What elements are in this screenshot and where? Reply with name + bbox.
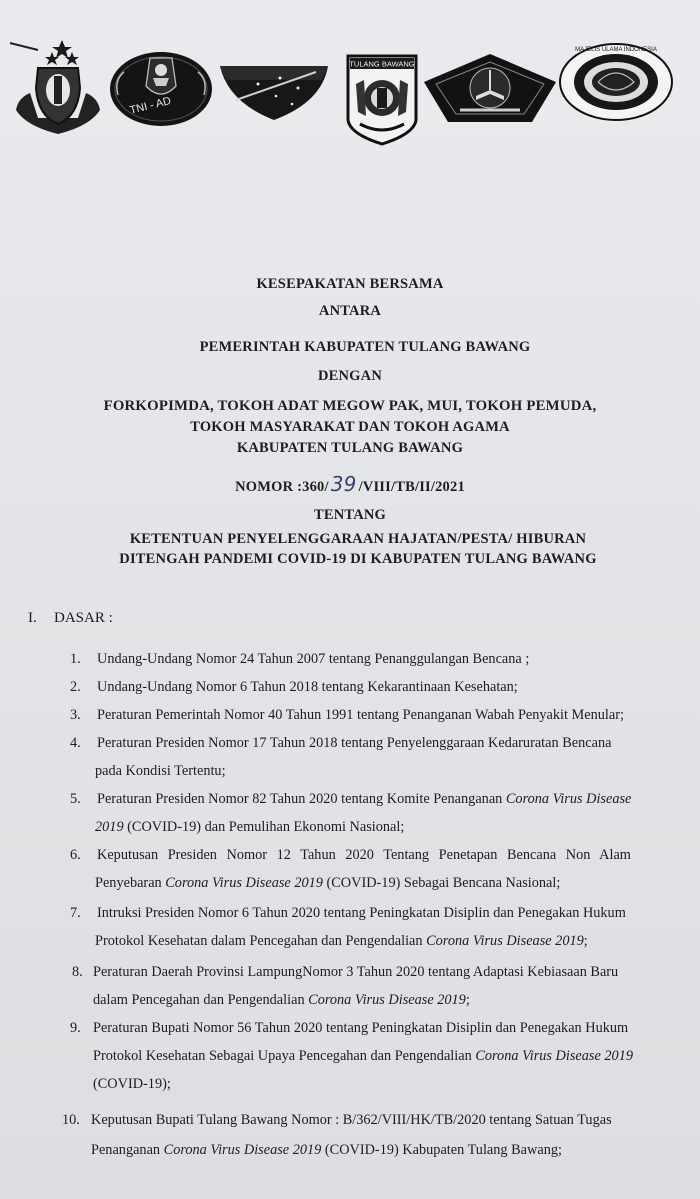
item-text: 2019 (COVID-19) dan Pemulihan Ekonomi Nasional; — [95, 819, 405, 835]
section-label: DASAR : — [54, 610, 113, 626]
item-number: 4. — [70, 735, 81, 751]
title-line-7: KABUPATEN TULANG BAWANG — [236, 440, 464, 456]
item-text: dalam Pencegahan dan Pengendalian Corona Virus Disease 2019; — [93, 992, 470, 1008]
item-text: Undang-Undang Nomor 6 Tahun 2018 tentang Kekarantinaan Kesehatan; — [97, 679, 518, 695]
title-line-2: ANTARA — [318, 303, 382, 319]
item-number: 6. — [70, 847, 81, 863]
tni-ad-emblem — [108, 50, 214, 128]
item-text: Peraturan Presiden Nomor 82 Tahun 2020 tentang Komite Penanganan Corona Virus Disease — [97, 791, 632, 807]
title-line-11: DITENGAH PANDEMI COVID-19 DI KABUPATEN TULANG BAWANG — [119, 551, 597, 567]
logo-row — [0, 38, 700, 153]
item-text: Penyebaran Corona Virus Disease 2019 (COVID-19) Sebagai Bencana Nasional; — [95, 875, 561, 891]
item-text: Protokol Kesehatan dalam Pencegahan dan Pengendalian Corona Virus Disease 2019; — [95, 933, 588, 949]
title-line-4: DENGAN — [317, 368, 383, 384]
item-text: Peraturan Bupati Nomor 56 Tahun 2020 tentang Peningkatan Disiplin dan Penegakan Hukum — [93, 1020, 629, 1036]
tulang-bawang-emblem — [346, 54, 418, 146]
item-number: 9. — [70, 1020, 81, 1036]
item-text: Keputusan Presiden Nomor 12 Tahun 2020 Tentang Penetapan Bencana Non Alam — [97, 847, 631, 863]
title-line-10: KETENTUAN PENYELENGGARAAN HAJATAN/PESTA/ HIBURAN — [129, 531, 587, 547]
item-number: 8. — [72, 964, 83, 980]
mui-emblem — [558, 42, 674, 122]
item-text: Undang-Undang Nomor 24 Tahun 2007 tentang Penanggulangan Bencana ; — [97, 651, 530, 667]
section-number: I. — [28, 610, 37, 626]
item-text: Keputusan Bupati Tulang Bawang Nomor : B/362/VIII/HK/TB/2020 tentang Satuan Tugas — [91, 1112, 612, 1128]
section-heading — [28, 610, 113, 627]
mui-label: MAJELIS ULAMA INDONESIA — [575, 47, 657, 53]
item-number: 1. — [70, 651, 81, 667]
item-number: 10. — [62, 1112, 80, 1128]
title-line-6: TOKOH MASYARAKAT DAN TOKOH AGAMA — [190, 419, 510, 435]
item-number: 2. — [70, 679, 81, 695]
kemenag-emblem — [420, 52, 560, 124]
item-number: 3. — [70, 707, 81, 723]
title-line-5: FORKOPIMDA, TOKOH ADAT MEGOW PAK, MUI, TOKOH PEMUDA, — [103, 398, 597, 414]
title-line-9: TENTANG — [313, 507, 387, 523]
item-text: Peraturan Presiden Nomor 17 Tahun 2018 tentang Penyelenggaraan Kedaruratan Bencana — [97, 735, 612, 751]
item-text: pada Kondisi Tertentu; — [95, 763, 226, 779]
polri-emblem — [8, 38, 108, 138]
item-text: Intruksi Presiden Nomor 6 Tahun 2020 tentang Peningkatan Disiplin dan Penegakan Hukum — [97, 905, 626, 921]
nomor-suffix: /VIII/TB/II/2021 — [358, 479, 465, 495]
nomor-prefix: NOMOR :360/ — [235, 479, 329, 495]
tni-au-emblem — [218, 60, 330, 122]
tni-ad-label: TNI - AD — [128, 94, 173, 117]
item-text: Peraturan Daerah Provinsi LampungNomor 3 Tahun 2020 tentang Adaptasi Kebiasaan Baru — [93, 964, 619, 980]
tulang-bawang-label: TULANG BAWANG — [349, 59, 415, 69]
title-line-3: PEMERINTAH KABUPATEN TULANG BAWANG — [199, 339, 531, 355]
title-line-1: KESEPAKATAN BERSAMA — [256, 276, 444, 292]
item-text: Penanganan Corona Virus Disease 2019 (COVID-19) Kabupaten Tulang Bawang; — [91, 1142, 562, 1158]
document-number — [0, 474, 700, 495]
item-text: Peraturan Pemerintah Nomor 40 Tahun 1991 tentang Penanganan Wabah Penyakit Menular; — [97, 707, 624, 723]
item-text: Protokol Kesehatan Sebagai Upaya Pencegahan dan Pengendalian Corona Virus Disease 2019 — [93, 1048, 633, 1064]
nomor-handwritten: 39 — [330, 472, 357, 496]
item-number: 5. — [70, 791, 81, 807]
item-number: 7. — [70, 905, 81, 921]
item-text: (COVID-19); — [93, 1076, 171, 1092]
